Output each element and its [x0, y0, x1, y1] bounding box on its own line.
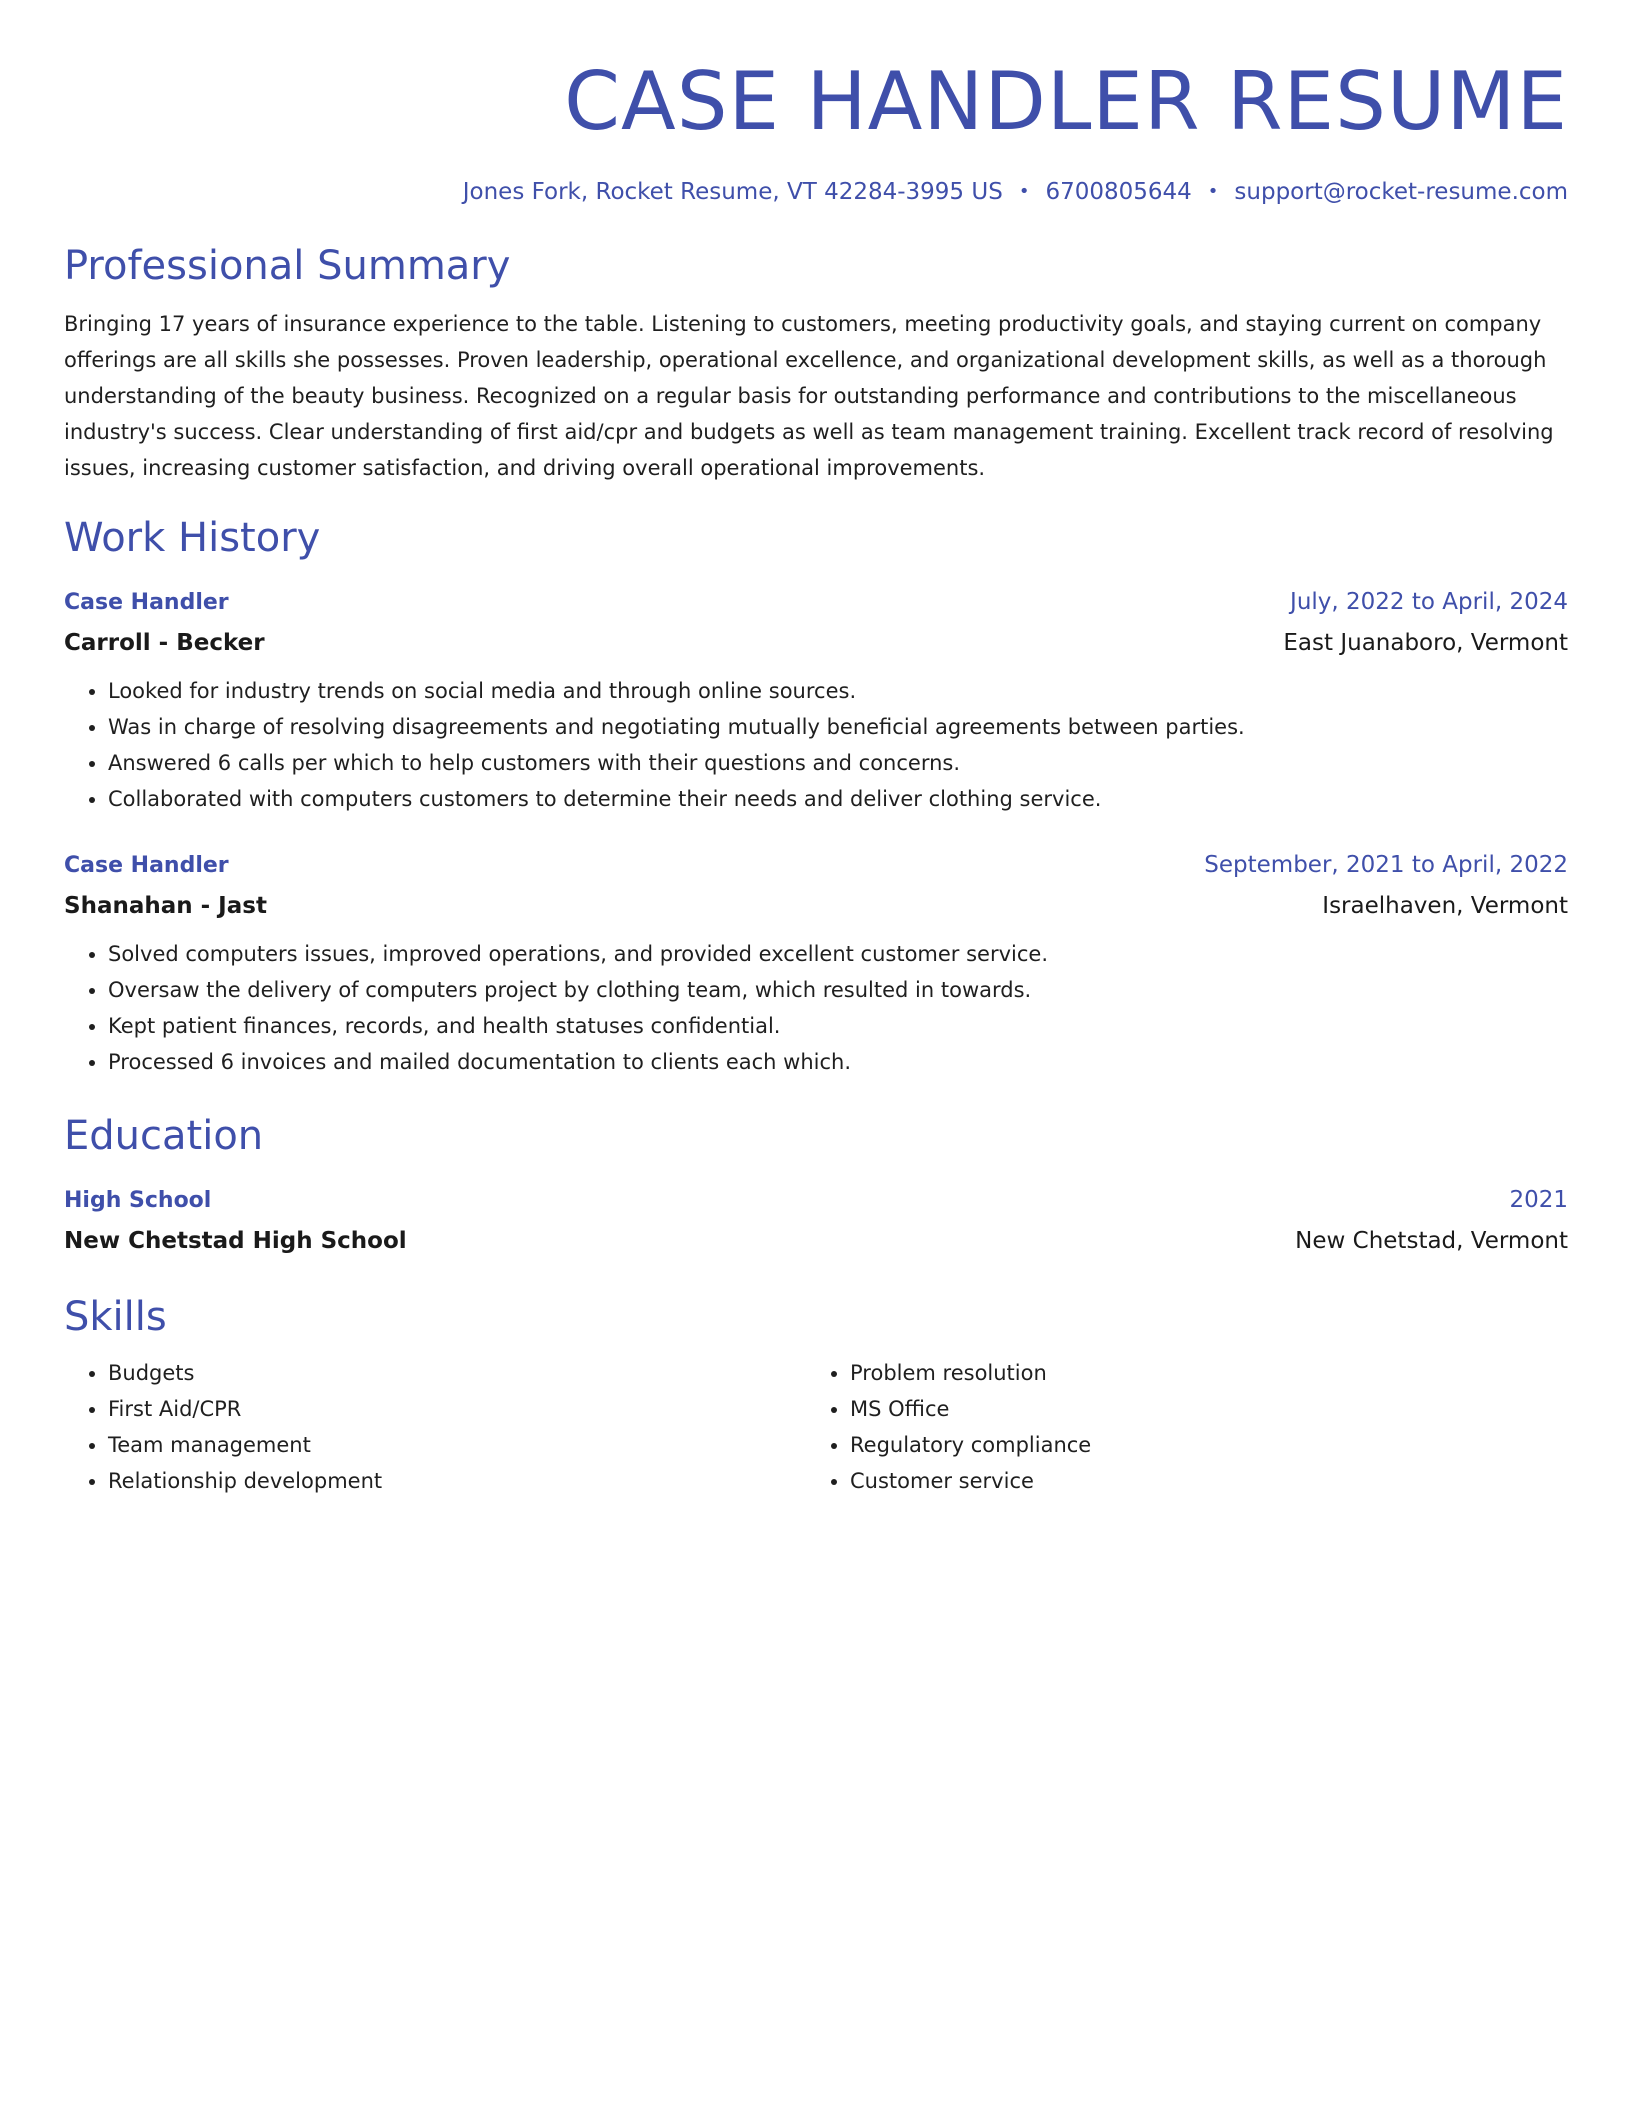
- skills-heading: Skills: [64, 1294, 167, 1340]
- job-bullet: • Answered 6 calls per which to help customers with their questions and concerns.: [108, 745, 1568, 781]
- skills-column-left: [64, 1355, 806, 1499]
- contact-address: Jones Fork, Rocket Resume, VT 42284-3995 US: [462, 179, 1003, 205]
- job-company: Carroll - Becker: [64, 630, 265, 656]
- job-location: Israelhaven, Vermont: [1322, 893, 1568, 919]
- contact-separator: •: [1207, 181, 1219, 202]
- skill-item: • Team management: [108, 1427, 806, 1463]
- job-entry: [64, 845, 1568, 1080]
- job-title-row: [64, 582, 1568, 623]
- job-title-row: [64, 845, 1568, 886]
- skill-item: • Problem resolution: [850, 1355, 1548, 1391]
- job-bullet: • Processed 6 invoices and mailed documentation to clients each which.: [108, 1044, 1568, 1080]
- education-year: 2021: [1509, 1187, 1568, 1213]
- job-location: East Juanaboro, Vermont: [1283, 630, 1568, 656]
- job-bullet: • Was in charge of resolving disagreements and negotiating mutually beneficial agreements between parties.: [108, 709, 1568, 745]
- education-entry: [64, 1180, 1568, 1261]
- education-location: New Chetstad, Vermont: [1295, 1228, 1568, 1254]
- job-title: Case Handler: [64, 590, 229, 615]
- summary-text: Bringing 17 years of insurance experience to the table. Listening to customers, meeting productivity goals, and staying current on company offerings are all skills she possesses. Proven leadership, operational excellence, and organizational development skills, as well as a thorough understanding of the beauty business. Recognized on a regular basis for outstanding performance and contributions to the miscellaneous industry's success. Clear understanding of first aid/cpr and budgets as well as team management training. Excellent track record of resolving issues, increasing customer satisfaction, and driving overall operational improvements.: [64, 312, 1554, 480]
- skill-item: • Budgets: [108, 1355, 806, 1391]
- resume-name: CASE HANDLER RESUME: [564, 55, 1568, 148]
- contact-phone: 6700805644: [1045, 179, 1192, 205]
- contact-separator: •: [1018, 181, 1030, 202]
- education-school-row: [64, 1221, 1568, 1261]
- job-dates: July, 2022 to April, 2024: [1290, 589, 1568, 615]
- job-bullet: • Solved computers issues, improved operations, and provided excellent customer service.: [108, 936, 1568, 972]
- job-company-row: [64, 623, 1568, 663]
- job-title: Case Handler: [64, 853, 229, 878]
- education-school: New Chetstad High School: [64, 1228, 407, 1254]
- job-bullet: • Looked for industry trends on social media and through online sources.: [108, 673, 1568, 709]
- skills-list: [64, 1355, 1568, 1499]
- resume-page: [64, 0, 1568, 1499]
- education-degree-row: [64, 1180, 1568, 1221]
- job-bullet: • Collaborated with computers customers to determine their needs and deliver clothing service.: [108, 781, 1568, 817]
- skill-item: • Regulatory compliance: [850, 1427, 1548, 1463]
- job-company-row: [64, 886, 1568, 926]
- skills-column-right: [806, 1355, 1548, 1499]
- resume-header: [64, 0, 1568, 208]
- job-entry: [64, 582, 1568, 817]
- job-bullet: • Kept patient finances, records, and health statuses confidential.: [108, 1008, 1568, 1044]
- skill-item: • MS Office: [850, 1391, 1548, 1427]
- job-bullets: [64, 673, 1568, 817]
- job-company: Shanahan - Jast: [64, 893, 267, 919]
- skill-item: • Customer service: [850, 1463, 1548, 1499]
- work-history-heading: Work History: [64, 515, 321, 561]
- contact-line: [64, 176, 1568, 208]
- job-bullets: [64, 936, 1568, 1080]
- skill-item: • Relationship development: [108, 1463, 806, 1499]
- education-degree: High School: [64, 1188, 212, 1213]
- summary-heading: Professional Summary: [64, 243, 511, 289]
- job-bullet: • Oversaw the delivery of computers project by clothing team, which resulted in towards.: [108, 972, 1568, 1008]
- skill-item: • First Aid/CPR: [108, 1391, 806, 1427]
- job-dates: September, 2021 to April, 2022: [1204, 852, 1568, 878]
- education-heading: Education: [64, 1113, 264, 1159]
- contact-email[interactable]: support@rocket-resume.com: [1234, 179, 1568, 205]
